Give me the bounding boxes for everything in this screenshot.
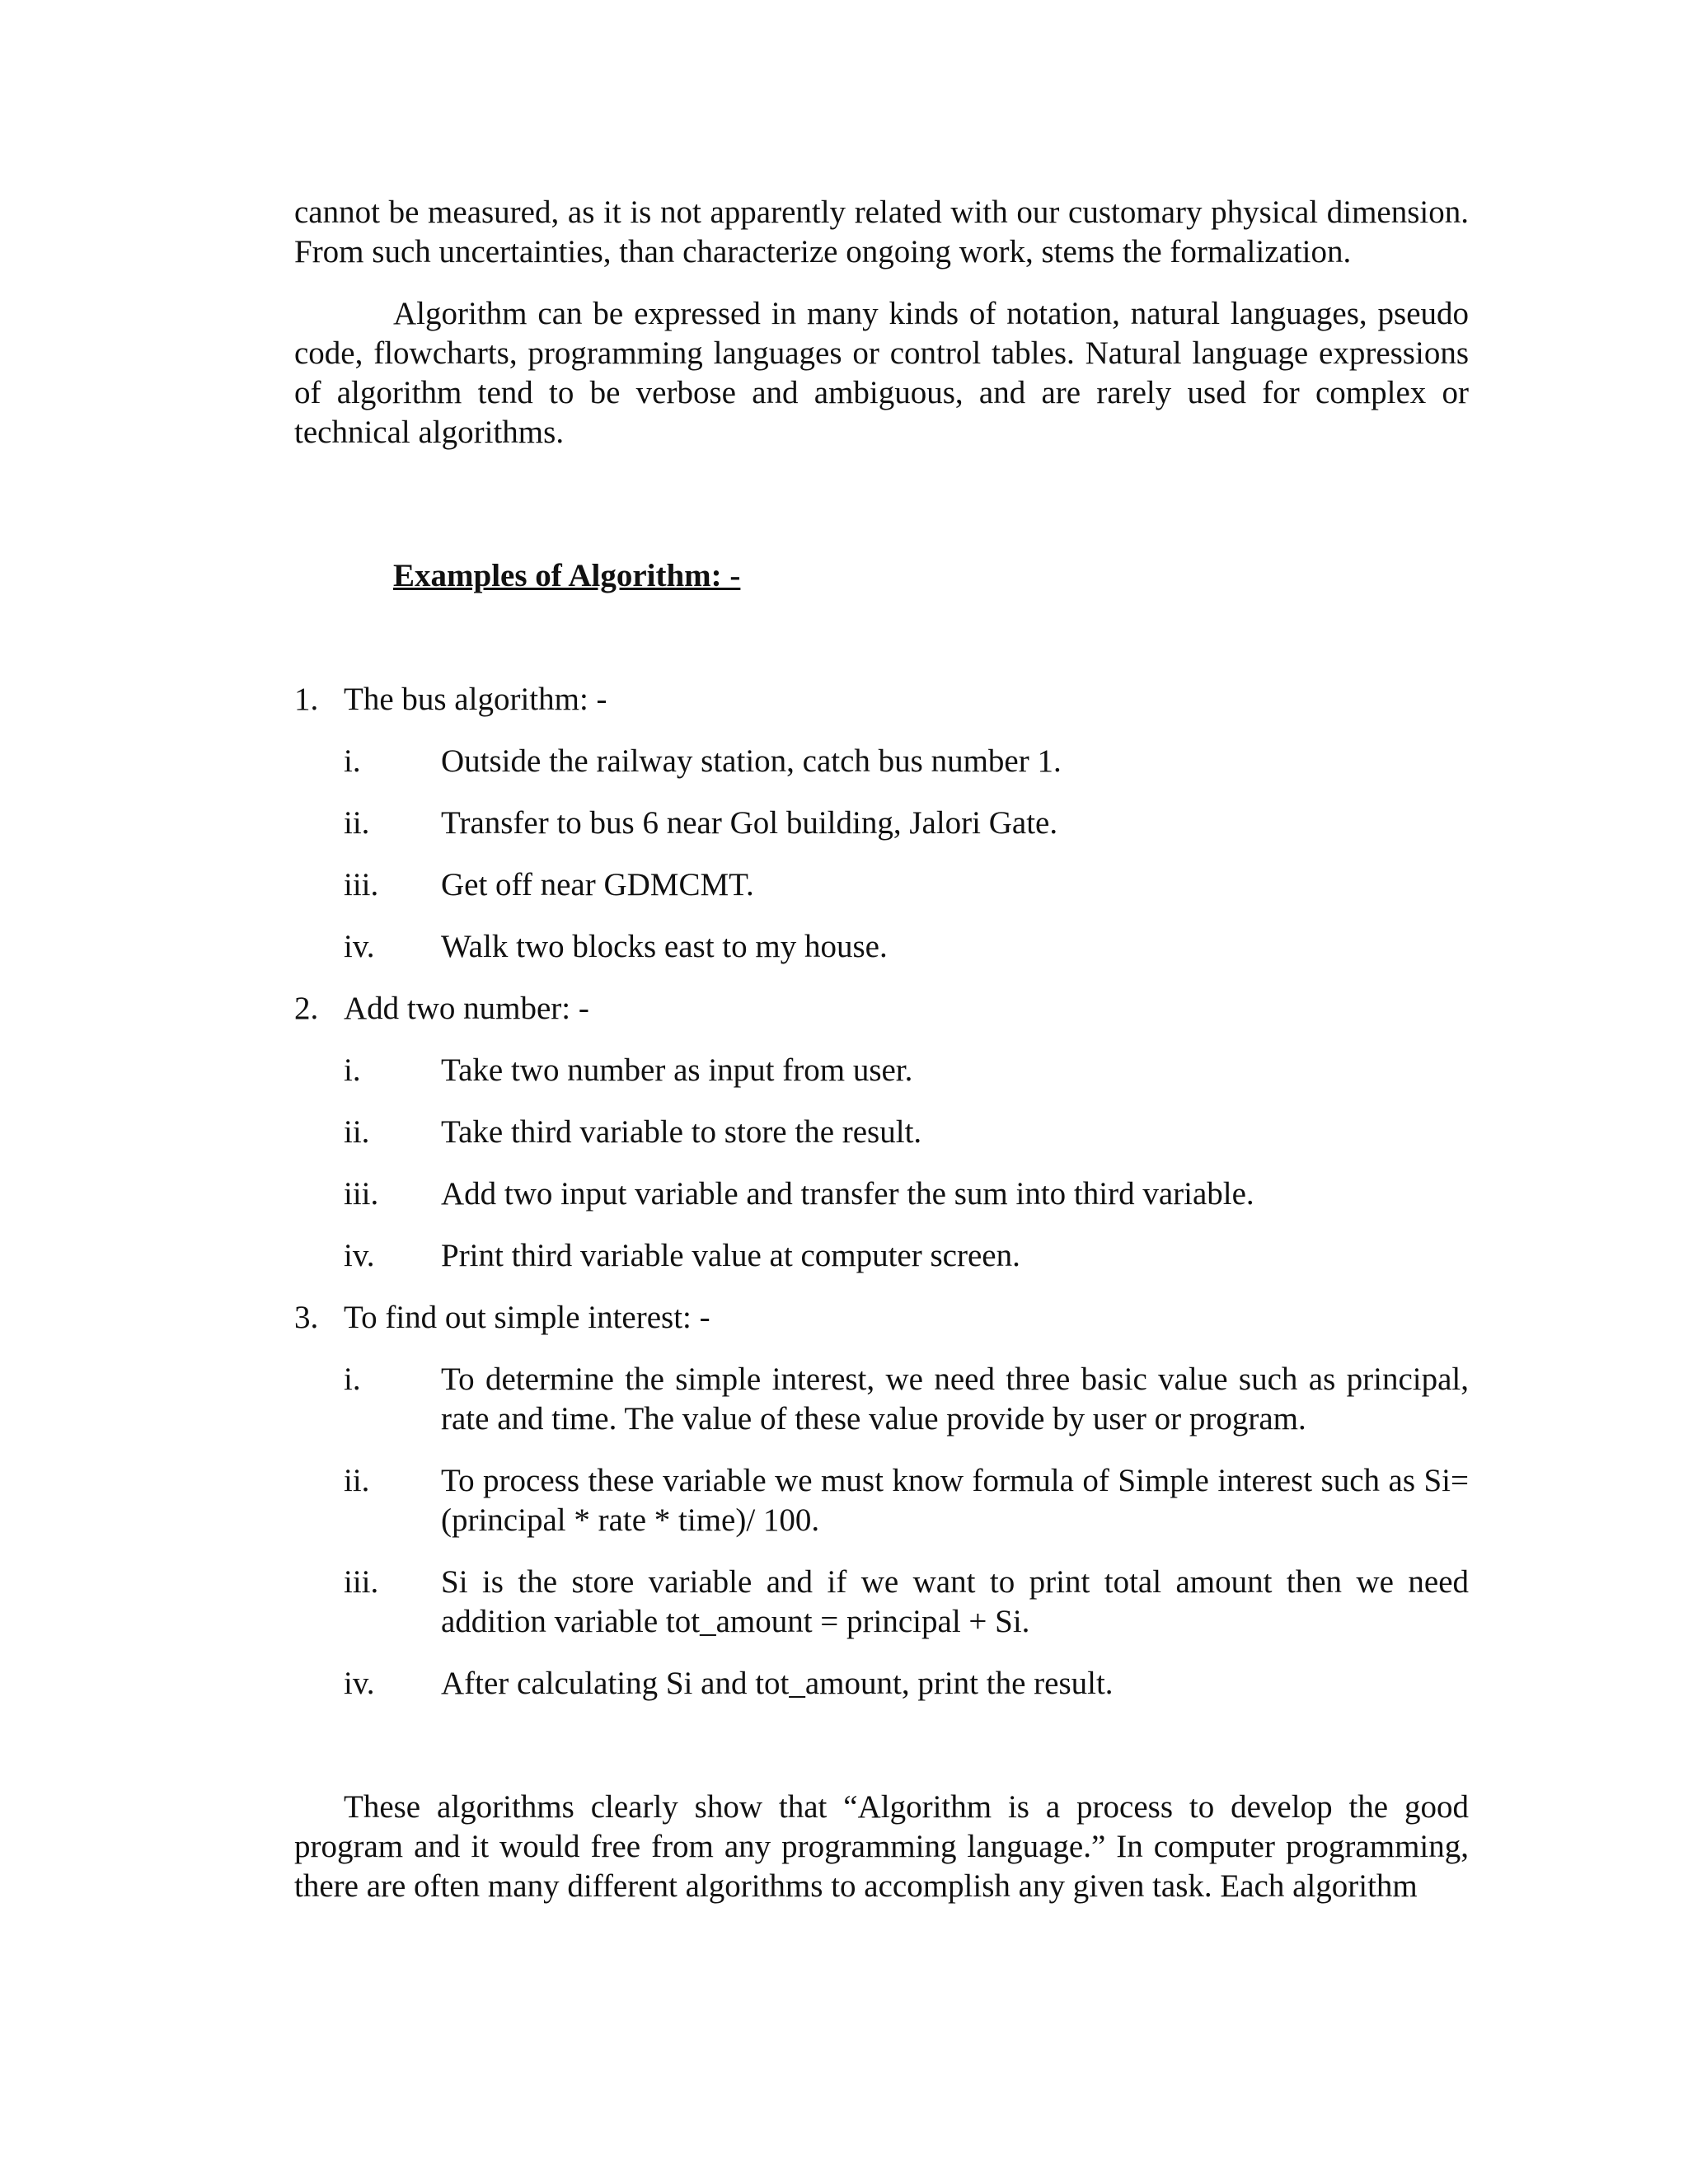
step-item — [344, 1664, 1469, 1704]
step-numeral: i. — [344, 1052, 361, 1088]
step-item — [344, 1174, 1469, 1214]
step-text: Take third variable to store the result. — [441, 1114, 922, 1150]
paragraph-notation: Algorithm can be expressed in many kinds of notation, natural languages, pseudo code, flowcharts, programming languages or control tables. Natural language expressions of algorithm tend to be verbose and ambiguous, and are rarely used for complex or technical algorithms. — [294, 296, 1469, 450]
step-item — [344, 1360, 1469, 1439]
step-numeral: ii. — [344, 1114, 370, 1150]
step-item — [344, 1461, 1469, 1540]
step-numeral: ii. — [344, 1463, 370, 1498]
step-numeral: i. — [344, 1361, 361, 1397]
step-numeral: iv. — [344, 1238, 375, 1273]
step-numeral: i. — [344, 743, 361, 779]
step-text: Take two number as input from user. — [441, 1052, 913, 1088]
step-list — [344, 1051, 1469, 1276]
example-number: 1. — [294, 682, 319, 717]
step-text: To determine the simple interest, we need three basic value such as principal, rate and time. The value of these value provide by user or program. — [441, 1361, 1469, 1436]
step-numeral: iv. — [344, 929, 375, 964]
step-item — [344, 742, 1469, 781]
example-item — [294, 989, 1469, 1276]
paragraph-intro: cannot be measured, as it is not apparently related with our customary physical dimension. From such uncertainties, than characterize ongoing work, stems the formalization. — [294, 194, 1469, 269]
section-heading: Examples of Algorithm: - — [393, 558, 741, 593]
step-text: Add two input variable and transfer the sum into third variable. — [441, 1176, 1254, 1212]
step-item — [344, 1113, 1469, 1152]
step-item — [344, 1051, 1469, 1090]
step-numeral: iii. — [344, 1564, 379, 1600]
step-item — [344, 927, 1469, 967]
step-item — [344, 1236, 1469, 1276]
step-list — [344, 1360, 1469, 1704]
step-list — [344, 742, 1469, 967]
example-number: 2. — [294, 991, 319, 1026]
step-item — [344, 865, 1469, 905]
step-text: To process these variable we must know formula of Simple interest such as Si= (principal * rate * time)/ 100. — [441, 1463, 1469, 1538]
example-number: 3. — [294, 1300, 319, 1335]
step-text: Get off near GDMCMT. — [441, 867, 754, 902]
step-text: After calculating Si and tot_amount, print the result. — [441, 1666, 1114, 1701]
step-item — [344, 804, 1469, 843]
example-item — [294, 680, 1469, 967]
example-item — [294, 1298, 1469, 1704]
example-title: To find out simple interest: - — [344, 1300, 710, 1335]
step-numeral: iii. — [344, 1176, 379, 1212]
step-item — [344, 1563, 1469, 1642]
step-numeral: iii. — [344, 867, 379, 902]
page-content — [294, 193, 1469, 1906]
example-title: Add two number: - — [344, 991, 589, 1026]
step-text: Print third variable value at computer screen. — [441, 1238, 1020, 1273]
step-text: Si is the store variable and if we want to print total amount then we need addition variable tot_amount = principal + Si. — [441, 1564, 1469, 1639]
step-text: Transfer to bus 6 near Gol building, Jalori Gate. — [441, 805, 1058, 841]
example-title: The bus algorithm: - — [344, 682, 607, 717]
step-text: Outside the railway station, catch bus number 1. — [441, 743, 1062, 779]
step-text: Walk two blocks east to my house. — [441, 929, 888, 964]
step-numeral: iv. — [344, 1666, 375, 1701]
examples-list — [294, 680, 1469, 1704]
step-numeral: ii. — [344, 805, 370, 841]
paragraph-closing: These algorithms clearly show that “Algorithm is a process to develop the good program and it would free from any programming language.” In computer programming, there are often many different algorithms to accomplish any given task. Each algorithm — [294, 1789, 1469, 1904]
